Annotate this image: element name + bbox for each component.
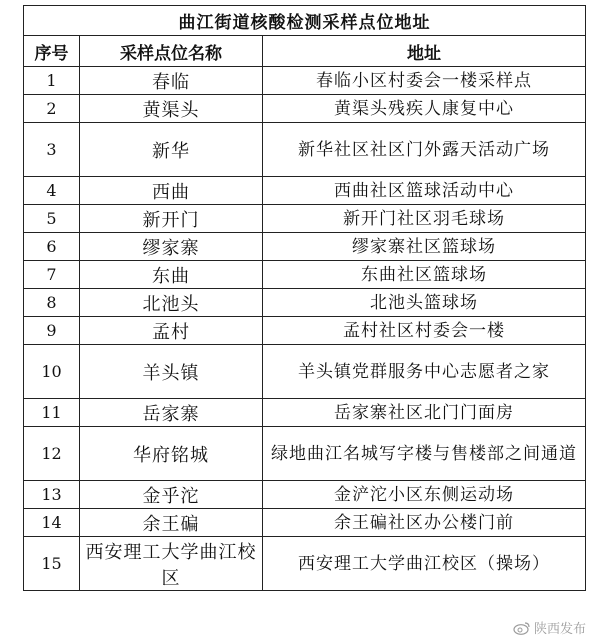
table-row	[24, 481, 586, 509]
table-row	[24, 123, 586, 177]
watermark	[513, 618, 586, 637]
table-row	[24, 537, 586, 591]
row-address: 孟村社区村委会一楼	[263, 317, 586, 345]
row-site: 西曲	[80, 177, 263, 205]
header-site: 采样点位名称	[80, 36, 263, 67]
table-row	[24, 399, 586, 427]
row-address: 绿地曲江名城写字楼与售楼部之间通道	[263, 427, 586, 481]
row-site: 新华	[80, 123, 263, 177]
row-no: 12	[24, 427, 80, 481]
row-no: 1	[24, 67, 80, 95]
table-row	[24, 233, 586, 261]
row-address: 春临小区村委会一楼采样点	[263, 67, 586, 95]
row-address: 缪家寨社区篮球场	[263, 233, 586, 261]
row-no: 8	[24, 289, 80, 317]
row-no: 9	[24, 317, 80, 345]
row-no: 6	[24, 233, 80, 261]
header-no: 序号	[24, 36, 80, 67]
row-no: 15	[24, 537, 80, 591]
row-no: 3	[24, 123, 80, 177]
row-site: 北池头	[80, 289, 263, 317]
table-row	[24, 427, 586, 481]
row-address: 西曲社区篮球活动中心	[263, 177, 586, 205]
row-no: 11	[24, 399, 80, 427]
row-site: 缪家寨	[80, 233, 263, 261]
sampling-sites-sheet	[23, 5, 586, 591]
header-address: 地址	[263, 36, 586, 67]
row-site: 东曲	[80, 261, 263, 289]
row-address: 岳家寨社区北门门面房	[263, 399, 586, 427]
table-row	[24, 177, 586, 205]
weibo-icon	[513, 621, 531, 635]
sampling-sites-table	[23, 5, 586, 591]
row-address: 西安理工大学曲江校区（操场）	[263, 537, 586, 591]
row-no: 14	[24, 509, 80, 537]
table-row	[24, 261, 586, 289]
row-address: 东曲社区篮球场	[263, 261, 586, 289]
row-address: 金浐沱小区东侧运动场	[263, 481, 586, 509]
watermark-text: 陕西发布	[533, 622, 586, 637]
row-site: 黄渠头	[80, 95, 263, 123]
row-site: 西安理工大学曲江校区	[80, 537, 263, 591]
row-site: 金乎沱	[80, 481, 263, 509]
row-address: 黄渠头残疾人康复中心	[263, 95, 586, 123]
table-row	[24, 95, 586, 123]
row-address: 羊头镇党群服务中心志愿者之家	[263, 345, 586, 399]
row-site: 华府铭城	[80, 427, 263, 481]
table-row	[24, 67, 586, 95]
row-site: 岳家寨	[80, 399, 263, 427]
row-address: 北池头篮球场	[263, 289, 586, 317]
row-address: 新华社区社区门外露天活动广场	[263, 123, 586, 177]
table-row	[24, 317, 586, 345]
row-site: 新开门	[80, 205, 263, 233]
row-address: 新开门社区羽毛球场	[263, 205, 586, 233]
table-title: 曲江街道核酸检测采样点位地址	[24, 6, 586, 36]
row-no: 2	[24, 95, 80, 123]
row-no: 10	[24, 345, 80, 399]
row-site: 余王碥	[80, 509, 263, 537]
row-no: 4	[24, 177, 80, 205]
table-row	[24, 509, 586, 537]
row-site: 羊头镇	[80, 345, 263, 399]
header-row	[24, 36, 586, 67]
table-row	[24, 345, 586, 399]
table-row	[24, 289, 586, 317]
row-no: 5	[24, 205, 80, 233]
row-site: 孟村	[80, 317, 263, 345]
table-row	[24, 205, 586, 233]
row-no: 13	[24, 481, 80, 509]
row-address: 余王碥社区办公楼门前	[263, 509, 586, 537]
row-no: 7	[24, 261, 80, 289]
row-site: 春临	[80, 67, 263, 95]
